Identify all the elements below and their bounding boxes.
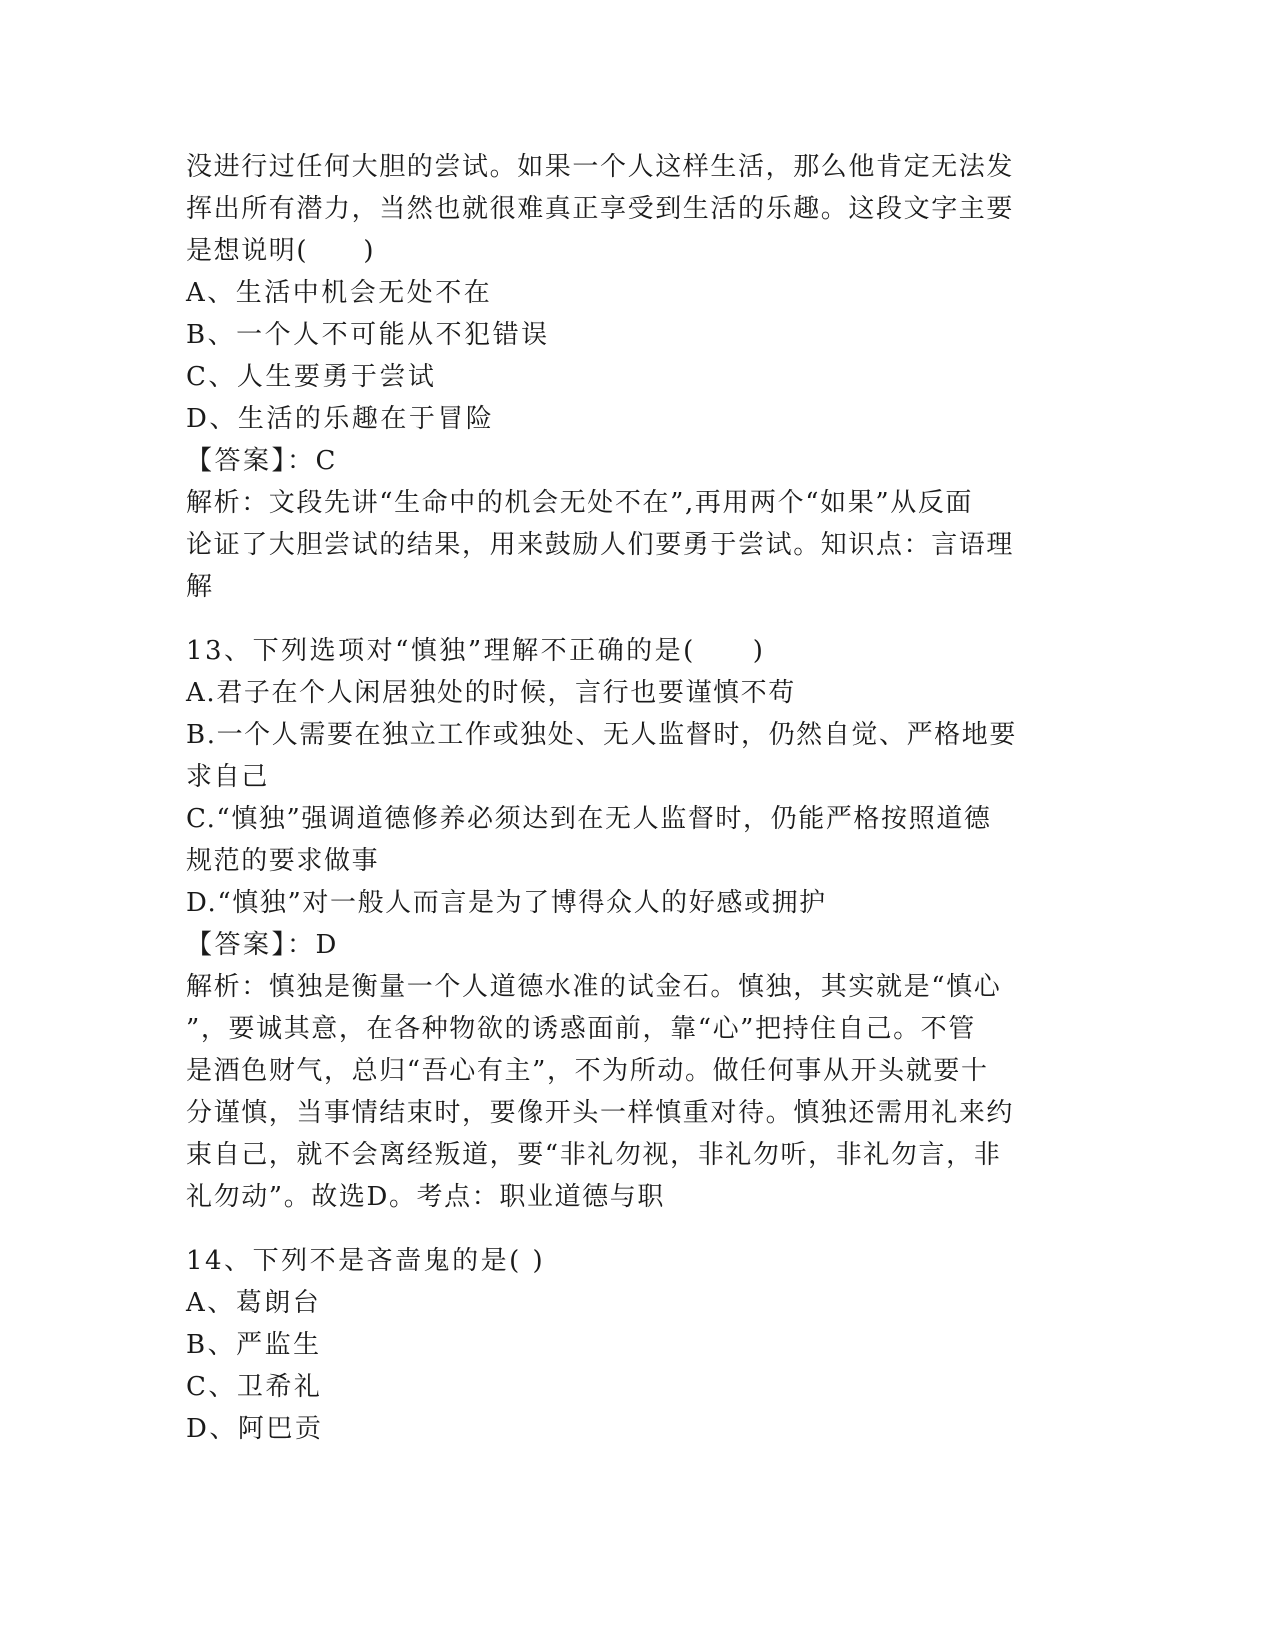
question-stem-line: 没进行过任何大胆的尝试。如果一个人这样生活，那么他肯定无法发 xyxy=(186,152,1015,182)
option-a: A、葛朗台 xyxy=(186,1288,322,1318)
option-d: D、生活的乐趣在于冒险 xyxy=(186,404,495,434)
question-stem-line: 挥出所有潜力，当然也就很难真正享受到生活的乐趣。这段文字主要 xyxy=(186,194,1015,224)
analysis-line: 解 xyxy=(186,572,214,602)
question-stem: 14、下列不是吝啬鬼的是( ) xyxy=(186,1246,546,1276)
document-page xyxy=(186,146,1086,1450)
analysis-line: 分谨慎，当事情结束时，要像开头一样慎重对待。慎独还需用礼来约 xyxy=(186,1098,1015,1128)
option-a: A.君子在个人闲居独处的时候，言行也要谨慎不苟 xyxy=(186,678,796,708)
analysis-line: 礼勿动”。故选D。考点：职业道德与职 xyxy=(186,1182,665,1212)
option-c: C、人生要勇于尝试 xyxy=(186,362,437,392)
option-a: A、生活中机会无处不在 xyxy=(186,278,493,308)
option-c: C.“慎独”强调道德修养必须达到在无人监督时，仍能严格按照道德 xyxy=(186,804,992,834)
question-12-continued xyxy=(186,146,1086,608)
analysis-line: 解析：文段先讲“生命中的机会无处不在”,再用两个“如果”从反面 xyxy=(186,488,974,518)
analysis-line: 论证了大胆尝试的结果，用来鼓励人们要勇于尝试。知识点：言语理 xyxy=(186,530,1015,560)
analysis-line: ”，要诚其意，在各种物欲的诱惑面前，靠“心”把持住自己。不管 xyxy=(186,1014,976,1044)
option-b: B.一个人需要在独立工作或独处、无人监督时，仍然自觉、严格地要 xyxy=(186,720,1017,750)
question-13 xyxy=(186,630,1086,1218)
analysis-line: 束自己，就不会离经叛道，要“非礼勿视，非礼勿听，非礼勿言，非 xyxy=(186,1140,1002,1170)
analysis-line: 是酒色财气，总归“吾心有主”，不为所动。做任何事从开头就要十 xyxy=(186,1056,989,1086)
answer: 【答案】：C xyxy=(186,446,338,476)
answer: 【答案】：D xyxy=(186,930,339,960)
option-c-continued: 规范的要求做事 xyxy=(186,846,380,876)
option-b: B、一个人不可能从不犯错误 xyxy=(186,320,550,350)
question-separator xyxy=(186,608,1086,630)
analysis-line: 解析：慎独是衡量一个人道德水准的试金石。慎独，其实就是“慎心 xyxy=(186,972,1002,1002)
question-14 xyxy=(186,1240,1086,1450)
option-d: D、阿巴贡 xyxy=(186,1414,324,1444)
option-b: B、严监生 xyxy=(186,1330,322,1360)
question-separator xyxy=(186,1218,1086,1240)
option-b-continued: 求自己 xyxy=(186,762,269,792)
option-c: C、卫希礼 xyxy=(186,1372,323,1402)
question-stem: 13、下列选项对“慎独”理解不正确的是( ) xyxy=(186,636,766,666)
question-stem-line: 是想说明( ) xyxy=(186,236,376,266)
option-d: D.“慎独”对一般人而言是为了博得众人的好感或拥护 xyxy=(186,888,827,918)
